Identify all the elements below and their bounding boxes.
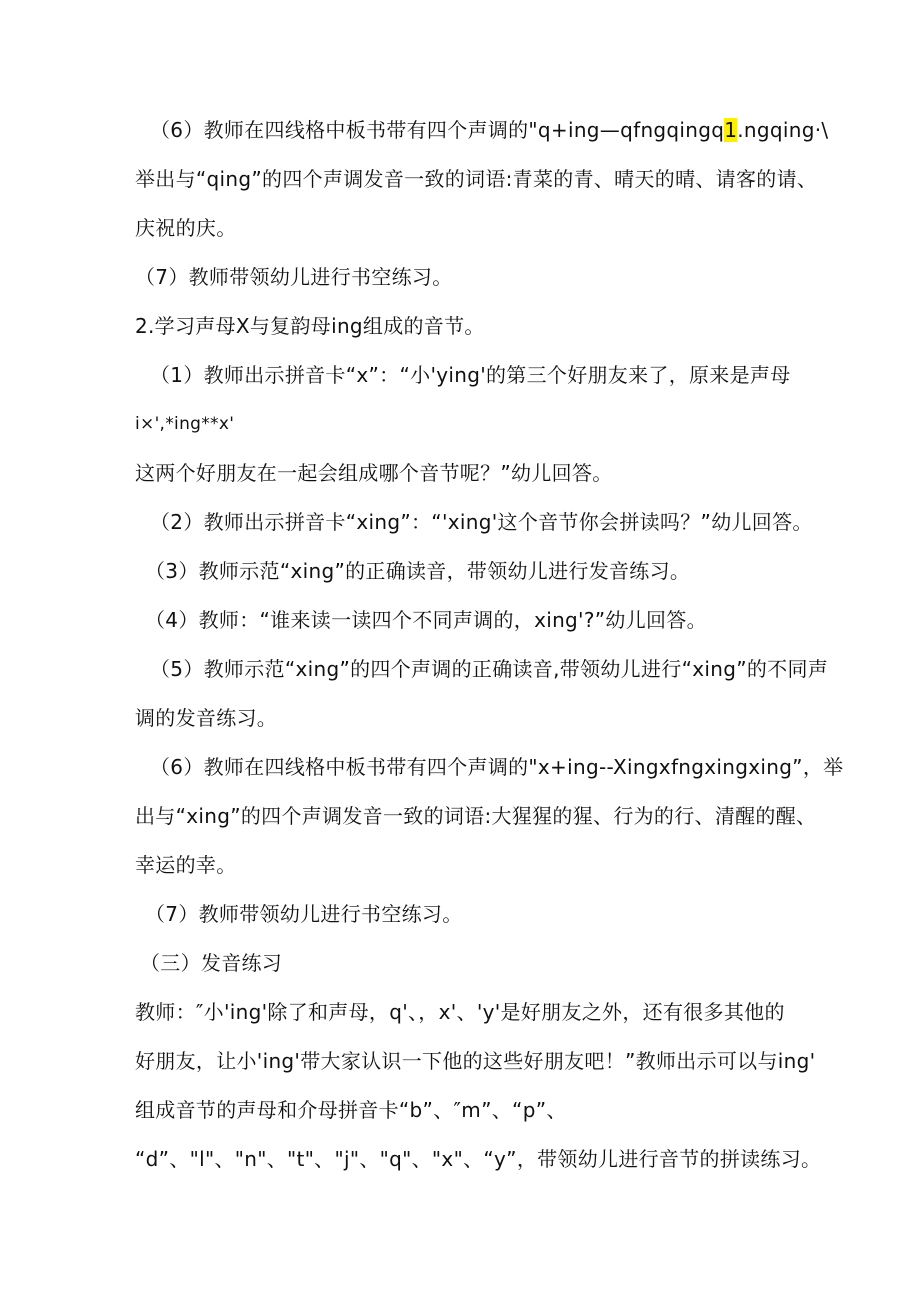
section-heading: （三）发音练习 (140, 951, 283, 975)
paragraph-line: “d”、"l"、"n"、"t"、"j"、"q"、"x"、“y”，带领幼儿进行音节的拼读练习。 (135, 1147, 822, 1171)
paragraph-line: （7）教师带领幼儿进行书空练习。 (135, 265, 453, 289)
paragraph-line: （2）教师出示拼音卡“xing”：“'xing'这个音节你会拼读吗？”幼儿回答。 (150, 510, 813, 534)
paragraph-line: 这两个好朋友在一起会组成哪个音节呢？”幼儿回答。 (135, 461, 613, 485)
line-text: .ngqing·\ (737, 118, 829, 142)
section-heading: 2.学习声母X与复韵母ing组成的音节。 (135, 314, 485, 338)
paragraph-line: （1）教师出示拼音卡“x”：“小'ying'的第三个好朋友来了，原来是声母 (150, 363, 791, 387)
paragraph-line: 教师：″小'ing'除了和声母，q'、，x'、'y'是好朋友之外，还有很多其他的 (135, 1000, 785, 1024)
paragraph-line: 好朋友，让小'ing'带大家认识一下他的这些好朋友吧！”教师出示可以与ing' (135, 1049, 816, 1073)
paragraph-line: （7）教师带领幼儿进行书空练习。 (145, 902, 463, 926)
paragraph-line (150, 116, 828, 144)
paragraph-line: 庆祝的庆。 (135, 216, 237, 240)
paragraph-line: （6）教师在四线格中板书带有四个声调的"x+ing--Xingxfngxingxing”，举 (150, 755, 844, 779)
paragraph-line: （3）教师示范“xing”的正确读音，带领幼儿进行发音练习。 (145, 559, 691, 583)
paragraph-line: 调的发音练习。 (135, 706, 278, 730)
line-text: （6）教师在四线格中板书带有四个声调的"q+ing—qfngqingq (150, 118, 725, 142)
paragraph-line: 幸运的幸。 (135, 853, 237, 877)
paragraph-line: 出与“xing”的四个声调发音一致的词语:大猩猩的猩、行为的行、清醒的醒、 (135, 804, 817, 828)
highlighted-text: 1 (724, 118, 738, 142)
paragraph-line: 组成音节的声母和介母拼音卡“b”、″m”、“p”、 (135, 1098, 567, 1122)
paragraph-line: （4）教师：“谁来读一读四个不同声调的，xing'?”幼儿回答。 (145, 608, 707, 632)
paragraph-line: （5）教师示范“xing”的四个声调的正确读音,带领幼儿进行“xing”的不同声 (150, 657, 829, 681)
paragraph-line: 举出与“qing”的四个声调发音一致的词语:青菜的青、晴天的晴、请客的请、 (135, 167, 818, 191)
paragraph-line: i×',*ing**x' (135, 414, 235, 434)
